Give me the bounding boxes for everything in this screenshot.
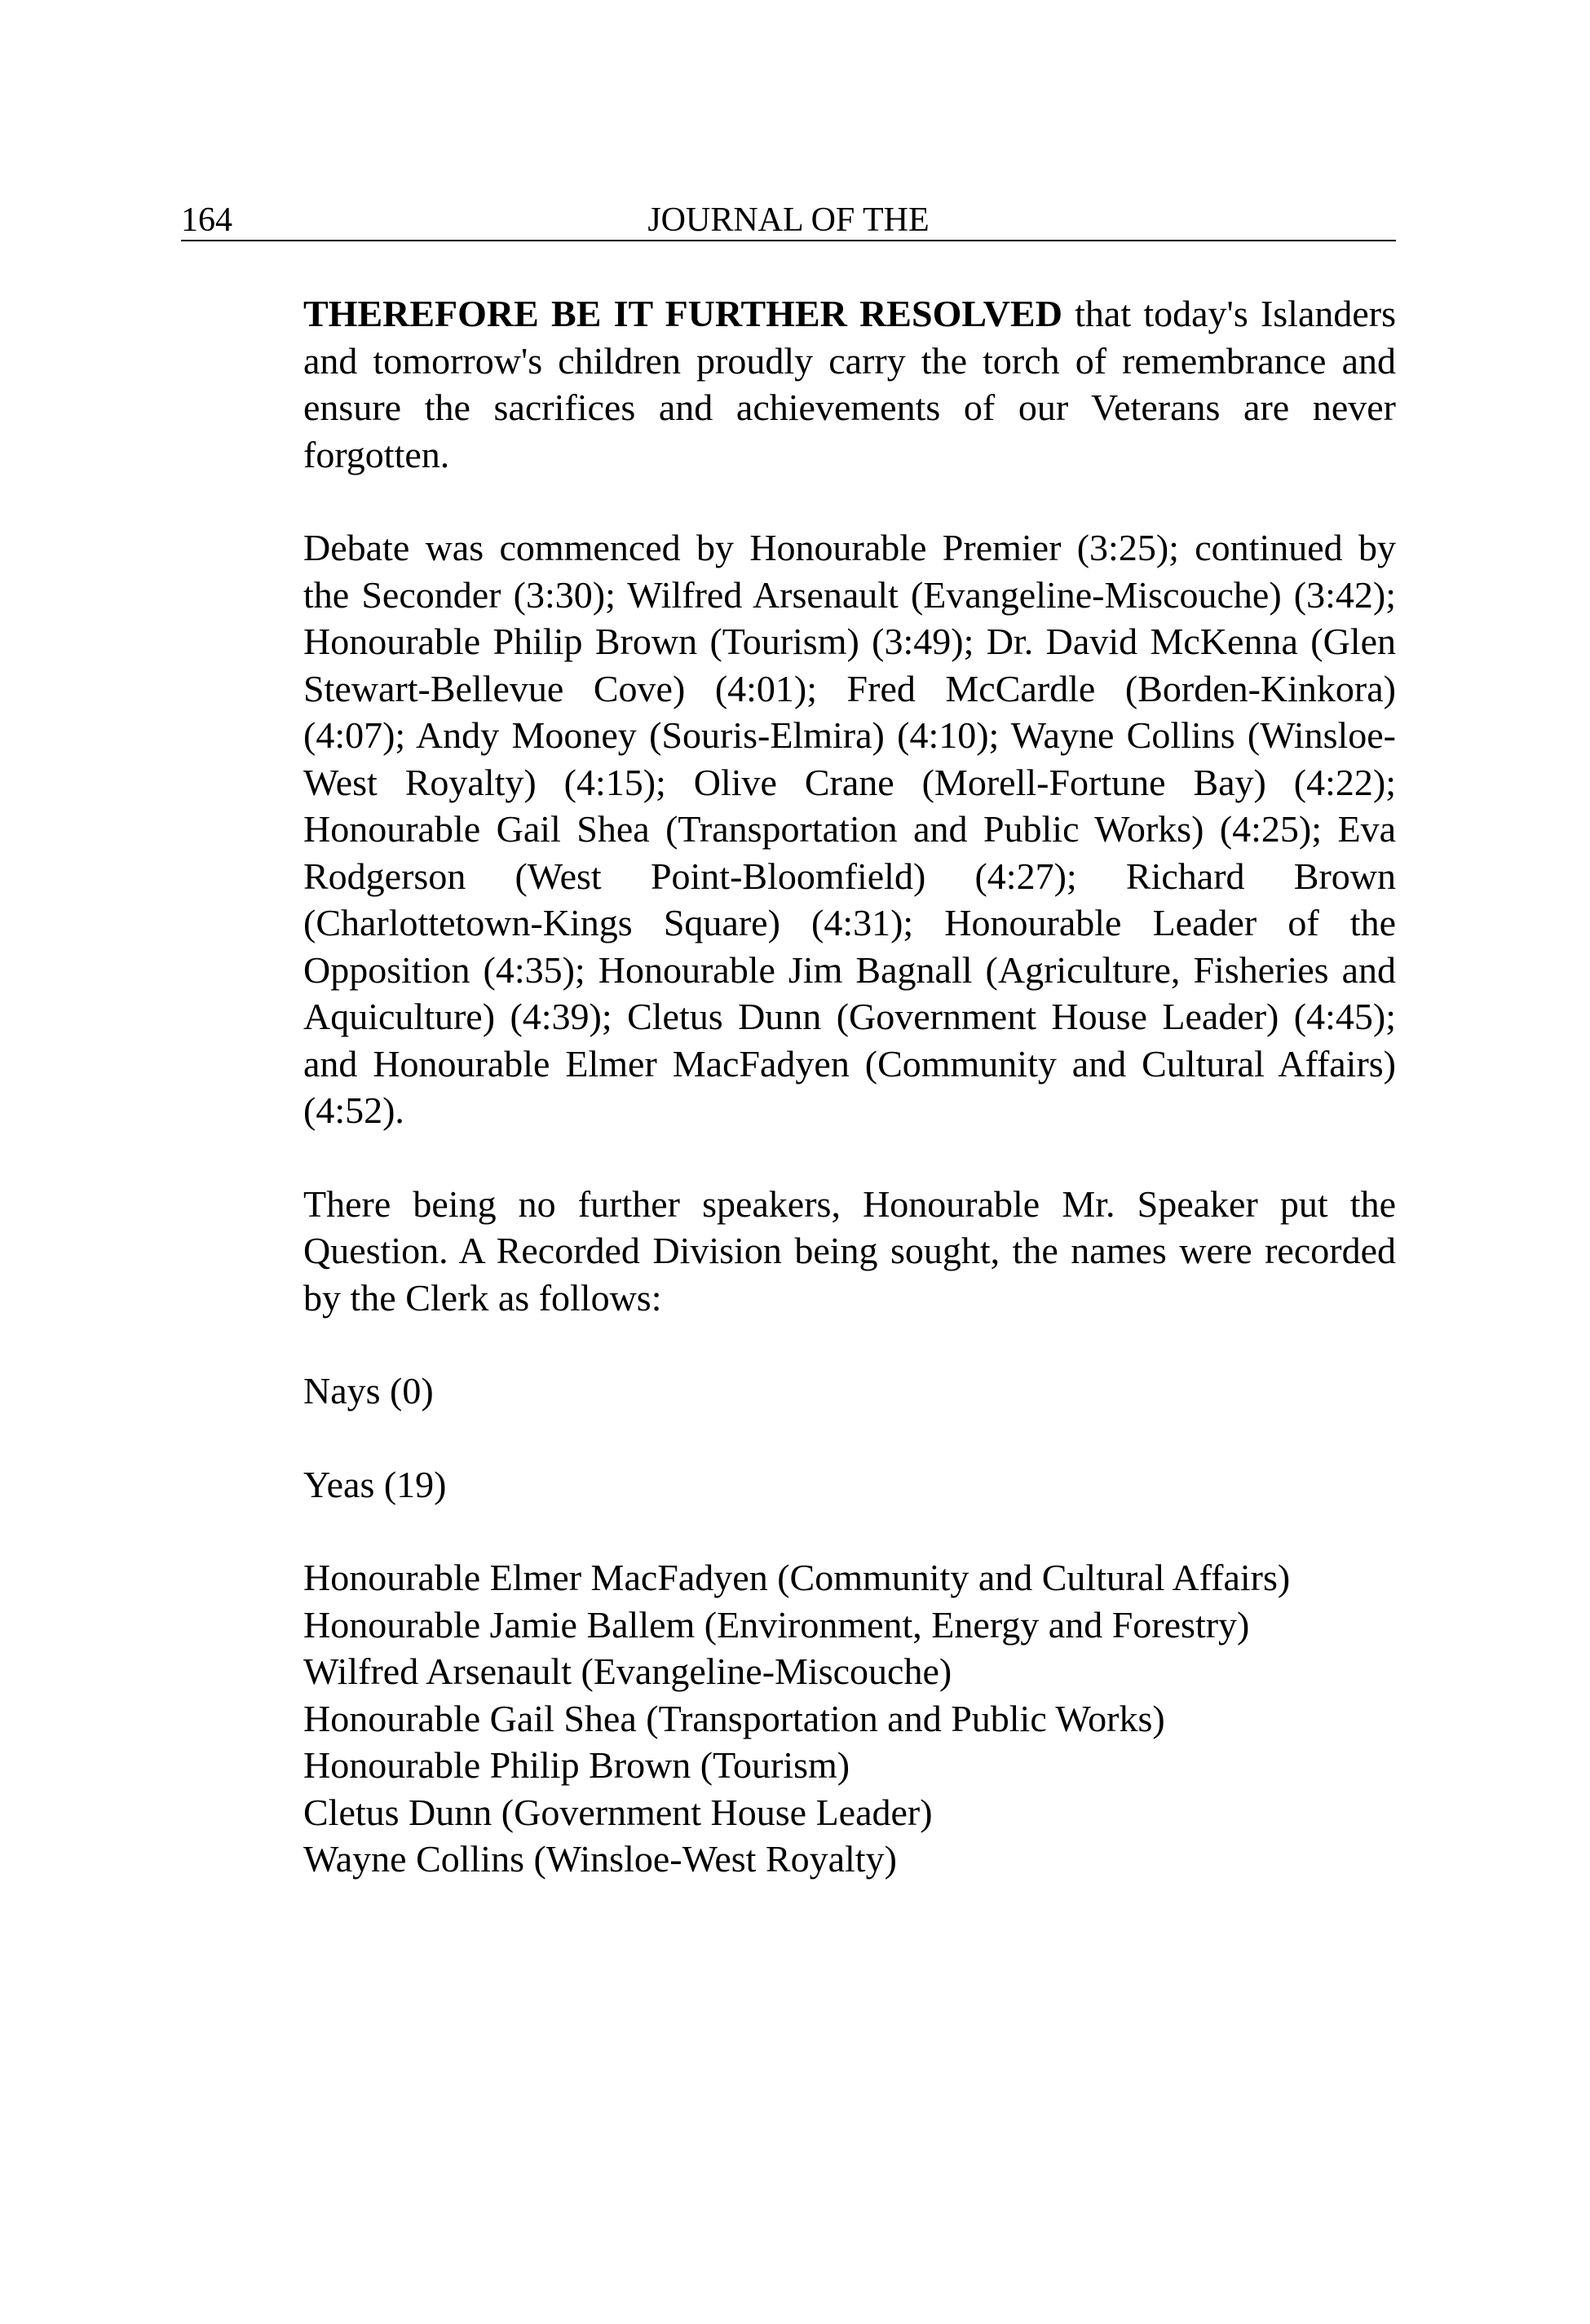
debate-paragraph: Debate was commenced by Honourable Premier (3:25); continued by the Seconder (3:30); Wilfred Arsenault (Evangeline-Miscouche) (3:42); Honourable Philip Brown (Tourism) (3:49); Dr. David McKenna (Glen Stewart-Bellevue Cove) (4:01); Fred McCardle (Borden-Kinkora) (4:07); Andy Mooney (Souris-Elmira) (4:10); Wayne Collins (Winsloe-West Royalty) (4:15); Olive Crane (Morell-Fortune Bay) (4:22); Honourable Gail Shea (Transportation and Public Works) (4:25); Eva Rodgerson (West Point-Bloomfield) (4:27); Richard Brown (Charlottetown-Kings Square) (4:31); Honourable Leader of the Opposition (4:35); Honourable Jim Bagnall (Agriculture, Fisheries and Aquiculture) (4:39); Cletus Dunn (Government House Leader) (4:45); and Honourable Elmer MacFadyen (Community and Cultural Affairs) (4:52). — [303, 527, 1396, 1131]
journal-body — [303, 290, 1396, 1883]
resolution-text: that today's Islanders and tomorrow's children proudly carry the torch of remembrance and ensure the sacrifices and achievements of our Veterans are never forgotten. — [303, 293, 1396, 475]
question-paragraph: There being no further speakers, Honourable Mr. Speaker put the Question. A Recorded Division being sought, the names were recorded by the Clerk as follows: — [303, 1182, 1396, 1319]
list-item: Wayne Collins (Winsloe-West Royalty) — [303, 1838, 897, 1880]
running-head: JOURNAL OF THE — [647, 201, 930, 239]
yeas-list — [303, 1554, 1396, 1883]
list-item: Honourable Philip Brown (Tourism) — [303, 1744, 850, 1786]
page-number: 164 — [181, 201, 232, 239]
list-item: Honourable Gail Shea (Transportation and Public Works) — [303, 1697, 1165, 1739]
page-header — [181, 201, 1396, 241]
yeas-heading: Yeas (19) — [303, 1463, 447, 1505]
resolution-paragraph — [303, 290, 1396, 478]
list-item: Honourable Jamie Ballem (Environment, Energy and Forestry) — [303, 1603, 1250, 1646]
nays-heading: Nays (0) — [303, 1370, 434, 1412]
list-item: Cletus Dunn (Government House Leader) — [303, 1791, 933, 1833]
list-item: Honourable Elmer MacFadyen (Community and Cultural Affairs) — [303, 1557, 1291, 1598]
list-item: Wilfred Arsenault (Evangeline-Miscouche) — [303, 1650, 952, 1692]
resolution-lead: THEREFORE BE IT FURTHER RESOLVED — [303, 293, 1062, 334]
